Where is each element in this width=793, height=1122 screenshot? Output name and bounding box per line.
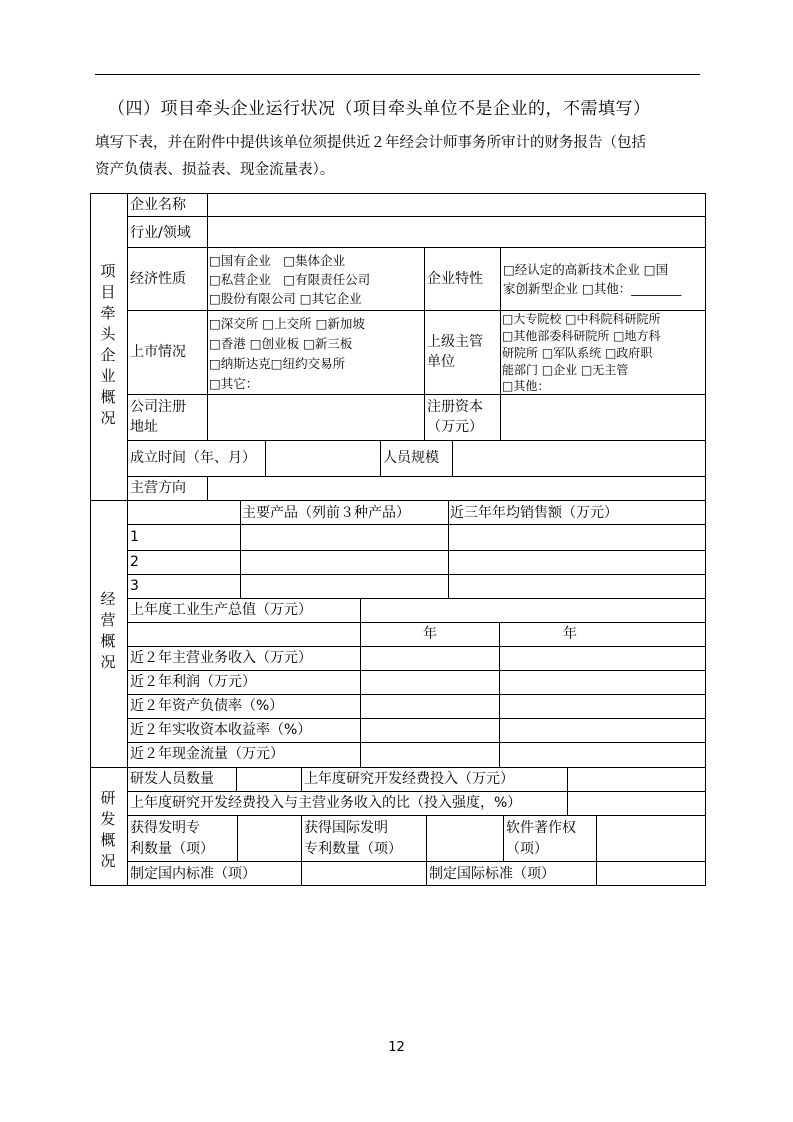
products-header: 主要产品（列前３种产品）: [242, 505, 410, 521]
supervisor-options-line[interactable]: □其他部委科研院所 □地方科: [502, 329, 661, 343]
metric-label: 近２年主营业务收入（万元）: [130, 650, 312, 666]
trait-options-line[interactable]: □经认定的高新技术企业 □国: [503, 262, 669, 277]
supervisor-options-line[interactable]: 研院所 □军队系统 □政府职: [502, 346, 653, 360]
section-label-rnd: 研发概况: [100, 789, 116, 870]
product-row-number: 2: [130, 554, 139, 570]
metric-label: 近２年利润（万元）: [130, 674, 256, 690]
supervisor-label: 单位: [427, 354, 455, 370]
section-divider: [127, 193, 128, 886]
table-border: [90, 885, 706, 886]
enterprise-status-table: [90, 193, 706, 886]
intl-standards-label: 制定国际标准（项）: [429, 866, 555, 882]
rnd-staff-label: 研发人员数量: [130, 771, 214, 787]
product-row-number: 3: [130, 578, 139, 594]
intl-patents-label: 专利数量（项）: [304, 841, 402, 857]
nature-options-line[interactable]: □股份有限公司 □其它企业: [209, 291, 362, 306]
reg-capital-label: （万元）: [427, 419, 483, 435]
founded-label: 成立时间（年、月）: [130, 450, 256, 466]
company-name-label: 企业名称: [130, 197, 186, 213]
section-separator: [90, 500, 706, 501]
intl-patents-label: 获得国际发明: [304, 820, 388, 836]
instructions-line-2: 资产负债表、损益表、现金流量表）。: [95, 162, 335, 178]
metric-label: 近２年资产负债率（%）: [130, 698, 284, 714]
instructions: [95, 130, 707, 184]
main-direction-label: 主营方向: [130, 480, 186, 496]
listing-options-line[interactable]: □其它：: [209, 376, 259, 391]
header-rule: [95, 74, 700, 75]
supervisor-options-line[interactable]: 能部门 □企业 □无主管: [502, 363, 629, 377]
supervisor-label: 上级主管: [427, 334, 483, 350]
metric-label: 近２年实收资本收益率（%）: [130, 722, 312, 738]
software-copyright-label: 软件著作权: [506, 820, 576, 836]
sales-header: 近三年年均销售额（万元）: [450, 505, 618, 521]
rd-funding-label: 上年度研究开发经费投入（万元）: [304, 771, 514, 787]
table-border: [90, 193, 706, 194]
nature-options-line[interactable]: □国有企业 □集体企业: [209, 253, 346, 268]
rd-intensity-label: 上年度研究开发经费投入与主营业务收入的比（投入强度，%）: [130, 795, 522, 811]
section-label-overview: 项目牵头企业概况: [100, 262, 116, 427]
industry-label: 行业/领域: [130, 225, 191, 241]
reg-address-label: 地址: [130, 419, 158, 435]
metric-label: 近２年现金流量（万元）: [130, 746, 284, 762]
section-heading: （四）项目牵头企业运行状况（项目牵头单位不是企业的，不需填写）: [108, 99, 651, 119]
section-label-operations: 经营概况: [100, 590, 116, 671]
product-row-number: 1: [130, 529, 139, 545]
table-border: [705, 193, 706, 886]
page-number: 12: [388, 1040, 405, 1055]
supervisor-options-line[interactable]: □其他：: [502, 379, 550, 393]
year-label: 年: [563, 626, 577, 642]
software-copyright-label: （项）: [506, 841, 548, 857]
supervisor-options-line[interactable]: □大专院校 □中科院科研院所: [502, 312, 661, 326]
enterprise-traits-label: 企业特性: [427, 271, 483, 287]
trait-options-line[interactable]: 家创新型企业 □其他：________: [503, 281, 682, 296]
economic-nature-label: 经济性质: [130, 271, 186, 287]
section-separator: [90, 767, 706, 768]
domestic-standards-label: 制定国内标准（项）: [130, 866, 256, 882]
output-value-label: 上年度工业生产总值（万元）: [130, 602, 312, 618]
staff-size-label: 人员规模: [383, 450, 439, 466]
table-border: [90, 193, 91, 886]
patents-label: 获得发明专: [130, 820, 200, 836]
listing-options-line[interactable]: □深交所 □上交所 □新加坡: [209, 316, 365, 331]
listing-options-line[interactable]: □纳斯达克□纽约交易所: [209, 356, 346, 371]
listing-options-line[interactable]: □香港 □创业板 □新三板: [209, 336, 353, 351]
instructions-line-1: 填写下表，并在附件中提供该单位须提供近２年经会计师事务所审计的财务报告（包括: [95, 135, 646, 151]
listing-label: 上市情况: [130, 344, 186, 360]
reg-capital-label: 注册资本: [427, 399, 483, 415]
year-label: 年: [423, 626, 437, 642]
reg-address-label: 公司注册: [130, 399, 186, 415]
patents-label: 利数量（项）: [130, 841, 214, 857]
nature-options-line[interactable]: □私营企业 □有限责任公司: [209, 272, 371, 287]
